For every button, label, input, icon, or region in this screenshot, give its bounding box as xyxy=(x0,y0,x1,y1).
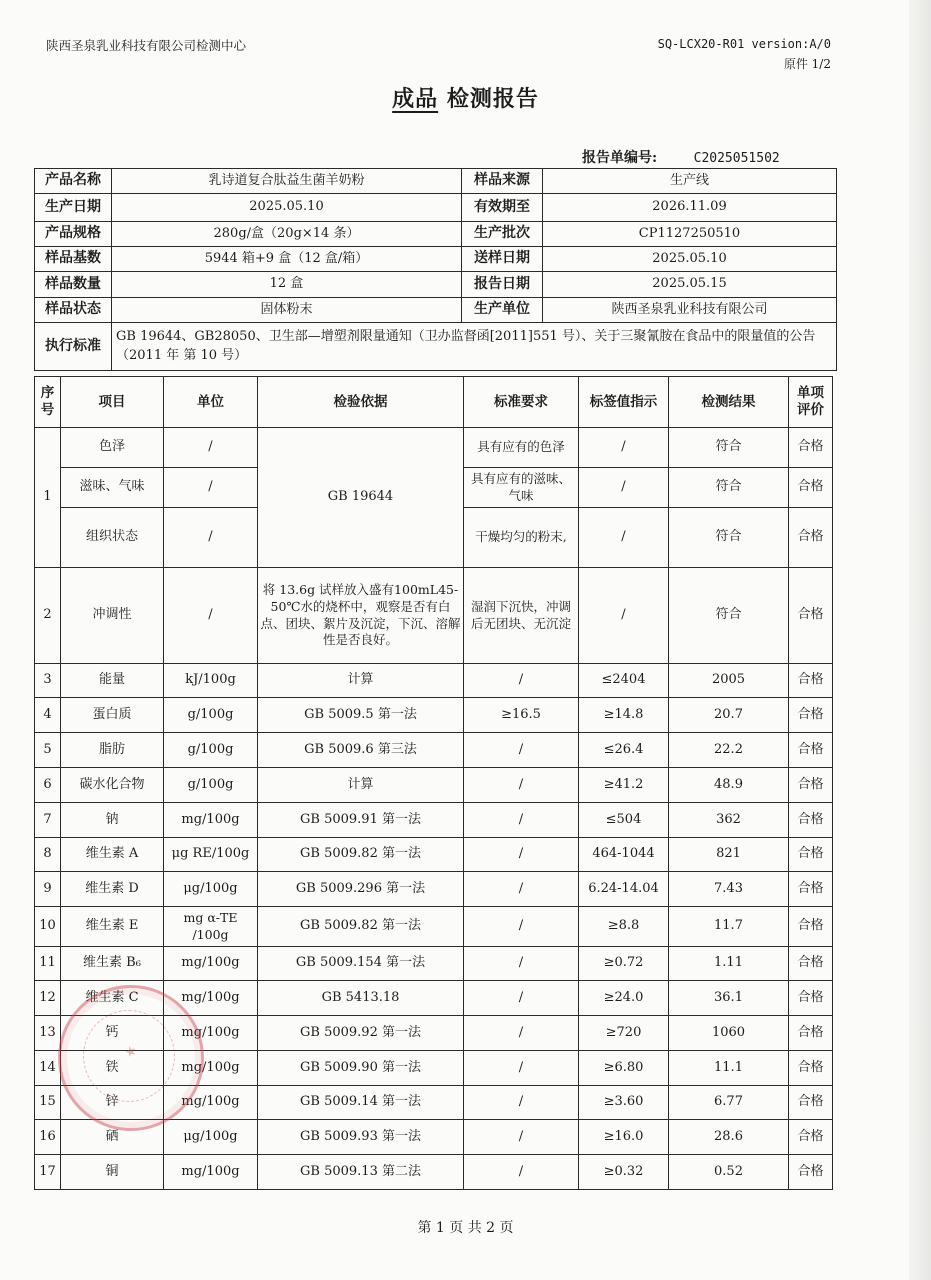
cell-verdict: 合格 xyxy=(789,428,833,468)
cell-method: GB 5009.296 第一法 xyxy=(258,872,464,907)
cell-requirement: 具有应有的色泽 xyxy=(464,428,579,468)
info-value: 2025.05.10 xyxy=(543,247,837,272)
table-row xyxy=(35,664,833,698)
cell-item: 维生素 D xyxy=(61,872,164,907)
cell-seq: 7 xyxy=(35,803,61,838)
info-row xyxy=(35,194,837,222)
cell-item: 碳水化合物 xyxy=(61,768,164,803)
cell-verdict: 合格 xyxy=(789,768,833,803)
cell-result: 20.7 xyxy=(669,698,789,733)
cell-requirement: / xyxy=(464,733,579,768)
cell-unit: kJ/100g xyxy=(164,664,258,698)
info-row xyxy=(35,169,837,194)
copy-note: 原件 1/2 xyxy=(783,57,831,71)
cell-label-value: ≤26.4 xyxy=(579,733,669,768)
cell-seq: 9 xyxy=(35,872,61,907)
info-value: 2025.05.15 xyxy=(543,272,837,298)
cell-seq: 3 xyxy=(35,664,61,698)
page-title xyxy=(0,82,931,113)
cell-result: 821 xyxy=(669,838,789,872)
cell-seq: 17 xyxy=(35,1155,61,1190)
info-value: 12 盒 xyxy=(112,272,462,298)
cell-method: GB 5009.91 第一法 xyxy=(258,803,464,838)
table-row xyxy=(35,1120,833,1155)
table-row xyxy=(35,981,833,1016)
cell-result: 2005 xyxy=(669,664,789,698)
cell-unit: / xyxy=(164,468,258,508)
cell-requirement: 具有应有的滋味、气味 xyxy=(464,468,579,508)
cell-unit: / xyxy=(164,508,258,568)
seal-star-icon: ★ xyxy=(122,1042,140,1062)
info-label: 样品基数 xyxy=(35,247,112,272)
cell-seq: 1 xyxy=(35,428,61,568)
cell-requirement: 干燥均匀的粉末, xyxy=(464,508,579,568)
cell-label-value: ≥6.80 xyxy=(579,1051,669,1086)
cell-label-value: ≥41.2 xyxy=(579,768,669,803)
table-row xyxy=(35,428,833,468)
cell-unit: μg/100g xyxy=(164,872,258,907)
cell-verdict: 合格 xyxy=(789,947,833,981)
cell-verdict: 合格 xyxy=(789,733,833,768)
cell-method: GB 5009.5 第一法 xyxy=(258,698,464,733)
cell-method: GB 5009.6 第三法 xyxy=(258,733,464,768)
info-row-standard xyxy=(35,323,837,371)
cell-result: 7.43 xyxy=(669,872,789,907)
cell-method: GB 5009.14 第一法 xyxy=(258,1086,464,1120)
page-edge-shadow xyxy=(909,0,931,1280)
cell-seq: 4 xyxy=(35,698,61,733)
cell-label-value: ≤2404 xyxy=(579,664,669,698)
cell-requirement: 湿润下沉快，冲调后无团块、无沉淀 xyxy=(464,568,579,664)
table-row xyxy=(35,768,833,803)
cell-label-value: ≤504 xyxy=(579,803,669,838)
cell-result: 0.52 xyxy=(669,1155,789,1190)
cell-result: 1.11 xyxy=(669,947,789,981)
cell-item: 钠 xyxy=(61,803,164,838)
cell-unit: / xyxy=(164,568,258,664)
results-header-row xyxy=(35,377,833,428)
cell-requirement: / xyxy=(464,1051,579,1086)
cell-result: 1060 xyxy=(669,1016,789,1051)
cell-seq: 2 xyxy=(35,568,61,664)
cell-result: 11.1 xyxy=(669,1051,789,1086)
col-header-requirement: 标准要求 xyxy=(464,377,579,428)
cell-item: 组织状态 xyxy=(61,508,164,568)
info-value: 生产线 xyxy=(543,169,837,194)
cell-seq: 13 xyxy=(35,1016,61,1051)
table-row xyxy=(35,872,833,907)
cell-result: 48.9 xyxy=(669,768,789,803)
cell-item: 脂肪 xyxy=(61,733,164,768)
cell-method: GB 5009.82 第一法 xyxy=(258,907,464,947)
cell-requirement: / xyxy=(464,1016,579,1051)
info-label: 产品名称 xyxy=(35,169,112,194)
results-body xyxy=(35,664,833,1190)
cell-seq: 5 xyxy=(35,733,61,768)
col-header-unit: 单位 xyxy=(164,377,258,428)
cell-label-value: ≥24.0 xyxy=(579,981,669,1016)
info-value: 280g/盒（20g×14 条） xyxy=(112,222,462,247)
cell-label-value: ≥8.8 xyxy=(579,907,669,947)
cell-requirement: / xyxy=(464,1120,579,1155)
report-number-label: 报告单编号: xyxy=(582,150,658,166)
cell-seq: 16 xyxy=(35,1120,61,1155)
cell-unit: mg/100g xyxy=(164,803,258,838)
cell-result: 符合 xyxy=(669,468,789,508)
info-row xyxy=(35,222,837,247)
cell-seq: 15 xyxy=(35,1086,61,1120)
cell-verdict: 合格 xyxy=(789,698,833,733)
cell-requirement: / xyxy=(464,981,579,1016)
info-label: 执行标准 xyxy=(35,323,112,371)
cell-verdict: 合格 xyxy=(789,803,833,838)
info-value: 乳诗道复合肽益生菌羊奶粉 xyxy=(112,169,462,194)
info-label: 样品来源 xyxy=(462,169,543,194)
cell-method: GB 5009.93 第一法 xyxy=(258,1120,464,1155)
cell-unit: mg/100g xyxy=(164,1086,258,1120)
cell-requirement: / xyxy=(464,768,579,803)
cell-requirement: / xyxy=(464,1086,579,1120)
col-header-label-value: 标签值指示 xyxy=(579,377,669,428)
cell-seq: 10 xyxy=(35,907,61,947)
cell-result: 符合 xyxy=(669,568,789,664)
cell-requirement: / xyxy=(464,907,579,947)
cell-requirement: / xyxy=(464,664,579,698)
cell-item: 维生素 B₆ xyxy=(61,947,164,981)
col-header-method: 检验依据 xyxy=(258,377,464,428)
table-row xyxy=(35,907,833,947)
cell-result: 28.6 xyxy=(669,1120,789,1155)
cell-item: 能量 xyxy=(61,664,164,698)
cell-label-value: ≥0.32 xyxy=(579,1155,669,1190)
cell-label-value: / xyxy=(579,568,669,664)
info-label: 报告日期 xyxy=(462,272,543,298)
col-header-result: 检测结果 xyxy=(669,377,789,428)
company-header: 陕西圣泉乳业科技有限公司检测中心 xyxy=(46,38,247,53)
cell-item: 维生素 A xyxy=(61,838,164,872)
table-row xyxy=(35,568,833,664)
info-label: 生产批次 xyxy=(462,222,543,247)
table-row xyxy=(35,1016,833,1051)
cell-unit: mg α-TE /100g xyxy=(164,907,258,947)
cell-item: 锌 xyxy=(61,1086,164,1120)
cell-seq: 14 xyxy=(35,1051,61,1086)
cell-item: 维生素 E xyxy=(61,907,164,947)
cell-requirement: / xyxy=(464,947,579,981)
cell-label-value: ≥720 xyxy=(579,1016,669,1051)
execution-standard: GB 19644、GB28050、卫生部—增塑剂限量通知（卫办监督函[2011]551 号）、关于三聚氰胺在食品中的限量值的公告（2011 年 第 10 号） xyxy=(112,323,837,371)
cell-unit: μg/100g xyxy=(164,1120,258,1155)
table-row xyxy=(35,947,833,981)
cell-unit: / xyxy=(164,428,258,468)
table-row xyxy=(35,838,833,872)
cell-label-value: ≥14.8 xyxy=(579,698,669,733)
cell-verdict: 合格 xyxy=(789,664,833,698)
cell-item: 铁 xyxy=(61,1051,164,1086)
report-number xyxy=(582,147,780,167)
cell-verdict: 合格 xyxy=(789,508,833,568)
cell-unit: mg/100g xyxy=(164,1155,258,1190)
title-rest: 检测报告 xyxy=(446,86,539,112)
cell-verdict: 合格 xyxy=(789,1051,833,1086)
cell-method: GB 5413.18 xyxy=(258,981,464,1016)
cell-verdict: 合格 xyxy=(789,1016,833,1051)
info-row xyxy=(35,298,837,323)
col-header-verdict: 单项评价 xyxy=(789,377,833,428)
cell-result: 11.7 xyxy=(669,907,789,947)
info-row xyxy=(35,247,837,272)
cell-item: 钙 xyxy=(61,1016,164,1051)
cell-method: GB 5009.82 第一法 xyxy=(258,838,464,872)
cell-item: 维生素 C xyxy=(61,981,164,1016)
cell-label-value: / xyxy=(579,468,669,508)
cell-unit: g/100g xyxy=(164,768,258,803)
cell-result: 36.1 xyxy=(669,981,789,1016)
info-value: 2026.11.09 xyxy=(543,194,837,222)
cell-verdict: 合格 xyxy=(789,1086,833,1120)
cell-item: 硒 xyxy=(61,1120,164,1155)
cell-verdict: 合格 xyxy=(789,907,833,947)
title-underlined: 成品 xyxy=(392,86,439,112)
cell-method: 将 13.6g 试样放入盛有100mL45-50℃水的烧杯中，观察是否有白点、团块、絮片及沉淀，下沉、溶解性是否良好。 xyxy=(258,568,464,664)
cell-method: GB 5009.154 第一法 xyxy=(258,947,464,981)
cell-result: 符合 xyxy=(669,428,789,468)
table-row xyxy=(35,803,833,838)
table-row xyxy=(35,698,833,733)
table-row xyxy=(35,1051,833,1086)
cell-result: 362 xyxy=(669,803,789,838)
cell-unit: g/100g xyxy=(164,698,258,733)
cell-result: 22.2 xyxy=(669,733,789,768)
cell-label-value: ≥16.0 xyxy=(579,1120,669,1155)
cell-method: GB 5009.13 第二法 xyxy=(258,1155,464,1190)
cell-unit: mg/100g xyxy=(164,1051,258,1086)
info-label: 生产单位 xyxy=(462,298,543,323)
cell-item: 滋味、气味 xyxy=(61,468,164,508)
info-label: 产品规格 xyxy=(35,222,112,247)
cell-result: 6.77 xyxy=(669,1086,789,1120)
info-table xyxy=(34,168,837,371)
table-row xyxy=(35,1086,833,1120)
cell-seq: 12 xyxy=(35,981,61,1016)
cell-label-value: ≥0.72 xyxy=(579,947,669,981)
results-table xyxy=(34,376,833,1190)
cell-unit: mg/100g xyxy=(164,981,258,1016)
info-label: 样品状态 xyxy=(35,298,112,323)
cell-requirement: / xyxy=(464,803,579,838)
cell-requirement: / xyxy=(464,1155,579,1190)
cell-item: 蛋白质 xyxy=(61,698,164,733)
cell-seq: 6 xyxy=(35,768,61,803)
cell-seq: 11 xyxy=(35,947,61,981)
cell-verdict: 合格 xyxy=(789,468,833,508)
cell-unit: g/100g xyxy=(164,733,258,768)
cell-verdict: 合格 xyxy=(789,1120,833,1155)
info-value: 陕西圣泉乳业科技有限公司 xyxy=(543,298,837,323)
info-value: 固体粉末 xyxy=(112,298,462,323)
info-value: CP1127250510 xyxy=(543,222,837,247)
cell-verdict: 合格 xyxy=(789,981,833,1016)
table-row xyxy=(35,733,833,768)
table-row xyxy=(35,1155,833,1190)
cell-method: GB 5009.92 第一法 xyxy=(258,1016,464,1051)
col-header-seq: 序号 xyxy=(35,377,61,428)
document-code: SQ-LCX20-R01 version:A/0 xyxy=(657,37,831,51)
info-label: 送样日期 xyxy=(462,247,543,272)
cell-unit: mg/100g xyxy=(164,947,258,981)
cell-item: 色泽 xyxy=(61,428,164,468)
cell-requirement: / xyxy=(464,872,579,907)
report-number-value: C2025051502 xyxy=(693,151,780,166)
cell-label-value: / xyxy=(579,428,669,468)
cell-verdict: 合格 xyxy=(789,1155,833,1190)
cell-method: 计算 xyxy=(258,768,464,803)
info-label: 有效期至 xyxy=(462,194,543,222)
cell-label-value: 6.24-14.04 xyxy=(579,872,669,907)
col-header-item: 项目 xyxy=(61,377,164,428)
cell-label-value: 464-1044 xyxy=(579,838,669,872)
cell-item: 铜 xyxy=(61,1155,164,1190)
cell-unit: mg/100g xyxy=(164,1016,258,1051)
cell-method: 计算 xyxy=(258,664,464,698)
cell-seq: 8 xyxy=(35,838,61,872)
cell-item: 冲调性 xyxy=(61,568,164,664)
cell-requirement: ≥16.5 xyxy=(464,698,579,733)
cell-verdict: 合格 xyxy=(789,872,833,907)
info-value: 5944 箱+9 盒（12 盒/箱） xyxy=(112,247,462,272)
cell-verdict: 合格 xyxy=(789,838,833,872)
info-value: 2025.05.10 xyxy=(112,194,462,222)
info-row xyxy=(35,272,837,298)
info-label: 生产日期 xyxy=(35,194,112,222)
cell-result: 符合 xyxy=(669,508,789,568)
cell-verdict: 合格 xyxy=(789,568,833,664)
info-label: 样品数量 xyxy=(35,272,112,298)
cell-label-value: ≥3.60 xyxy=(579,1086,669,1120)
cell-requirement: / xyxy=(464,838,579,872)
cell-unit: μg RE/100g xyxy=(164,838,258,872)
cell-label-value: / xyxy=(579,508,669,568)
cell-method: GB 19644 xyxy=(258,428,464,568)
cell-method: GB 5009.90 第一法 xyxy=(258,1051,464,1086)
page-footer: 第 1 页 共 2 页 xyxy=(417,1220,514,1236)
